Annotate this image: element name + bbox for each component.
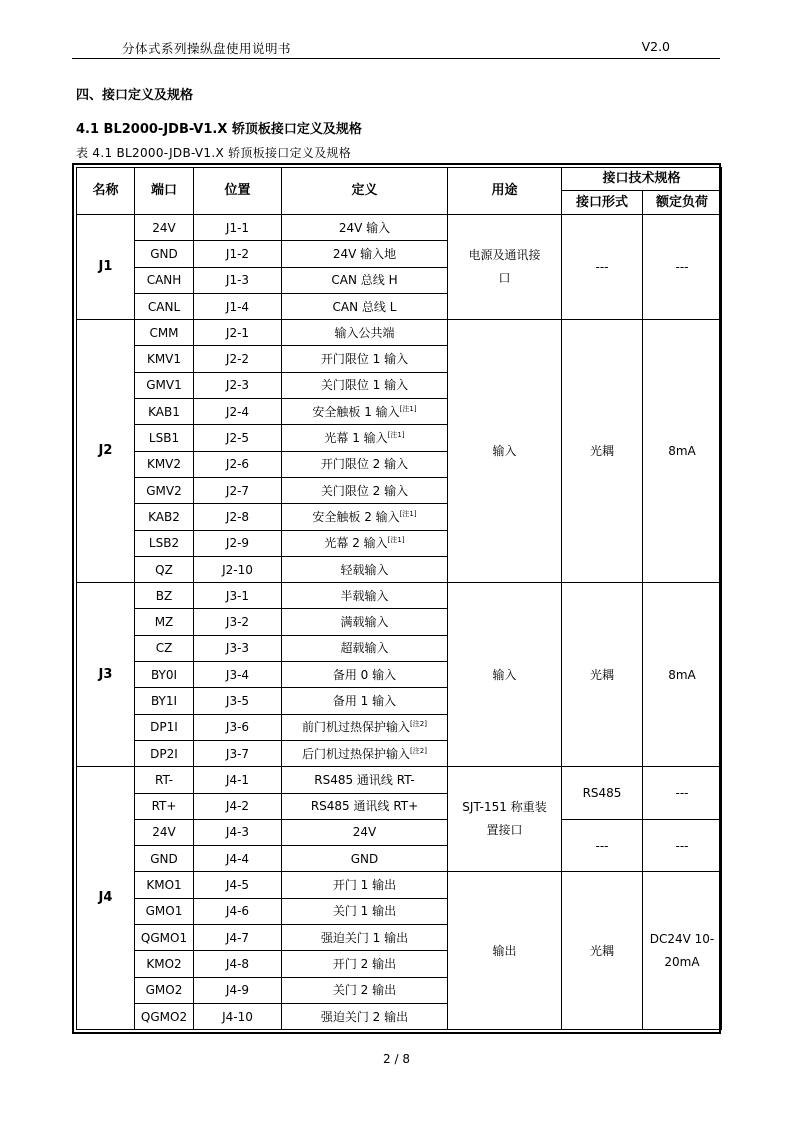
port-cell: QGMO2 [135,1003,194,1029]
page-header [72,38,720,59]
position-cell: J3-2 [194,609,282,635]
port-cell: KAB2 [135,504,194,530]
port-cell: CANL [135,293,194,319]
definition-cell: 24V 输入 [282,215,448,241]
footnote-marker: [注1] [387,431,405,440]
footnote-marker: [注2] [410,746,427,755]
sub-heading: 4.1 BL2000-JDB-V1.X 轿顶板接口定义及规格 [76,122,362,137]
footnote-marker: [注1] [399,404,417,413]
usage-cell: 输出 [448,872,562,1030]
position-cell: J2-10 [194,556,282,582]
definition-cell: 超载输入 [282,635,448,661]
definition-cell: 光幕 1 输入[注1] [282,425,448,451]
rated-load-cell: 8mA [643,583,722,767]
section-heading: 四、接口定义及规格 [76,88,194,103]
table-row [77,872,722,898]
port-cell: GMO1 [135,898,194,924]
position-cell: J3-6 [194,714,282,740]
connector-name: J2 [77,320,135,583]
definition-cell: 输入公共端 [282,320,448,346]
port-cell: MZ [135,609,194,635]
position-cell: J3-4 [194,662,282,688]
port-cell: 24V [135,215,194,241]
position-cell: J4-6 [194,898,282,924]
position-cell: J2-2 [194,346,282,372]
definition-cell: 光幕 2 输入[注1] [282,530,448,556]
footnote-marker: [注1] [399,509,417,518]
spec-table-frame [72,163,721,1034]
rated-load-cell: DC24V 10-20mA [643,872,722,1030]
position-cell: J4-3 [194,819,282,845]
col-header-port: 端口 [135,168,194,215]
table-row [77,215,722,241]
document-title: 分体式系列操纵盘使用说明书 [122,41,292,56]
port-cell: KMO1 [135,872,194,898]
usage-cell: SJT-151 称重装置接口 [448,767,562,872]
table-row [77,320,722,346]
port-cell: BZ [135,583,194,609]
definition-cell: 备用 1 输入 [282,688,448,714]
definition-cell: 关门限位 2 输入 [282,477,448,503]
definition-cell: 开门限位 1 输入 [282,346,448,372]
port-cell: QZ [135,556,194,582]
position-cell: J4-2 [194,793,282,819]
position-cell: J2-6 [194,451,282,477]
definition-cell: 半载输入 [282,583,448,609]
definition-cell: 轻载输入 [282,556,448,582]
position-cell: J2-7 [194,477,282,503]
port-cell: GMV2 [135,477,194,503]
document-version: V2.0 [641,39,670,54]
interface-form-cell: --- [562,819,643,872]
table-row [77,819,722,845]
position-cell: J4-5 [194,872,282,898]
definition-cell: RS485 通讯线 RT+ [282,793,448,819]
spec-table [76,167,722,1030]
rated-load-cell: --- [643,767,722,820]
table-row [77,583,722,609]
port-cell: CANH [135,267,194,293]
rated-load-cell: --- [643,215,722,320]
connector-name: J4 [77,767,135,1030]
definition-cell: 后门机过热保护输入[注2] [282,740,448,766]
col-header-usage: 用途 [448,168,562,215]
port-cell: BY1I [135,688,194,714]
position-cell: J3-7 [194,740,282,766]
col-header-definition: 定义 [282,168,448,215]
position-cell: J2-1 [194,320,282,346]
position-cell: J3-1 [194,583,282,609]
col-header-rated-load: 额定负荷 [643,191,722,215]
definition-cell: 备用 0 输入 [282,662,448,688]
footnote-marker: [注1] [387,536,405,545]
definition-cell: 开门限位 2 输入 [282,451,448,477]
position-cell: J2-5 [194,425,282,451]
definition-cell: 开门 2 输出 [282,951,448,977]
col-header-position: 位置 [194,168,282,215]
table-header-row [77,168,722,191]
col-header-spec-group: 接口技术规格 [562,168,722,191]
definition-cell: 安全触板 1 输入[注1] [282,399,448,425]
definition-cell: 强迫关门 2 输出 [282,1003,448,1029]
position-cell: J2-9 [194,530,282,556]
position-cell: J3-5 [194,688,282,714]
port-cell: GND [135,846,194,872]
position-cell: J1-4 [194,293,282,319]
position-cell: J4-8 [194,951,282,977]
definition-cell: 满载输入 [282,609,448,635]
port-cell: LSB2 [135,530,194,556]
port-cell: DP2I [135,740,194,766]
col-header-interface-form: 接口形式 [562,191,643,215]
port-cell: DP1I [135,714,194,740]
definition-cell: GND [282,846,448,872]
connector-name: J1 [77,215,135,320]
port-cell: QGMO1 [135,925,194,951]
position-cell: J1-3 [194,267,282,293]
position-cell: J1-1 [194,215,282,241]
port-cell: KMV2 [135,451,194,477]
rated-load-cell: --- [643,819,722,872]
interface-form-cell: 光耦 [562,320,643,583]
usage-cell: 电源及通讯接口 [448,215,562,320]
position-cell: J1-2 [194,241,282,267]
definition-cell: 前门机过热保护输入[注2] [282,714,448,740]
col-header-name: 名称 [77,168,135,215]
port-cell: CZ [135,635,194,661]
port-cell: KMO2 [135,951,194,977]
port-cell: RT+ [135,793,194,819]
definition-cell: RS485 通讯线 RT- [282,767,448,793]
interface-form-cell: 光耦 [562,583,643,767]
table-row [77,767,722,793]
position-cell: J4-1 [194,767,282,793]
position-cell: J2-3 [194,372,282,398]
port-cell: RT- [135,767,194,793]
definition-cell: 安全触板 2 输入[注1] [282,504,448,530]
port-cell: GND [135,241,194,267]
port-cell: CMM [135,320,194,346]
position-cell: J4-7 [194,925,282,951]
definition-cell: 24V [282,819,448,845]
position-cell: J2-8 [194,504,282,530]
position-cell: J2-4 [194,399,282,425]
definition-cell: CAN 总线 L [282,293,448,319]
position-cell: J3-3 [194,635,282,661]
interface-form-cell: --- [562,215,643,320]
position-cell: J4-4 [194,846,282,872]
interface-form-cell: 光耦 [562,872,643,1030]
page-number: 2 / 8 [383,1052,410,1066]
port-cell: LSB1 [135,425,194,451]
usage-cell: 输入 [448,583,562,767]
definition-cell: 开门 1 输出 [282,872,448,898]
rated-load-cell: 8mA [643,320,722,583]
interface-form-cell: RS485 [562,767,643,820]
definition-cell: CAN 总线 H [282,267,448,293]
definition-cell: 关门 2 输出 [282,977,448,1003]
footnote-marker: [注2] [410,720,427,729]
position-cell: J4-10 [194,1003,282,1029]
port-cell: KAB1 [135,399,194,425]
port-cell: 24V [135,819,194,845]
definition-cell: 关门限位 1 输入 [282,372,448,398]
definition-cell: 关门 1 输出 [282,898,448,924]
connector-name: J3 [77,583,135,767]
port-cell: KMV1 [135,346,194,372]
definition-cell: 强迫关门 1 输出 [282,925,448,951]
port-cell: GMV1 [135,372,194,398]
usage-cell: 输入 [448,320,562,583]
port-cell: GMO2 [135,977,194,1003]
port-cell: BY0I [135,662,194,688]
position-cell: J4-9 [194,977,282,1003]
table-caption: 表 4.1 BL2000-JDB-V1.X 轿顶板接口定义及规格 [76,146,352,160]
definition-cell: 24V 输入地 [282,241,448,267]
